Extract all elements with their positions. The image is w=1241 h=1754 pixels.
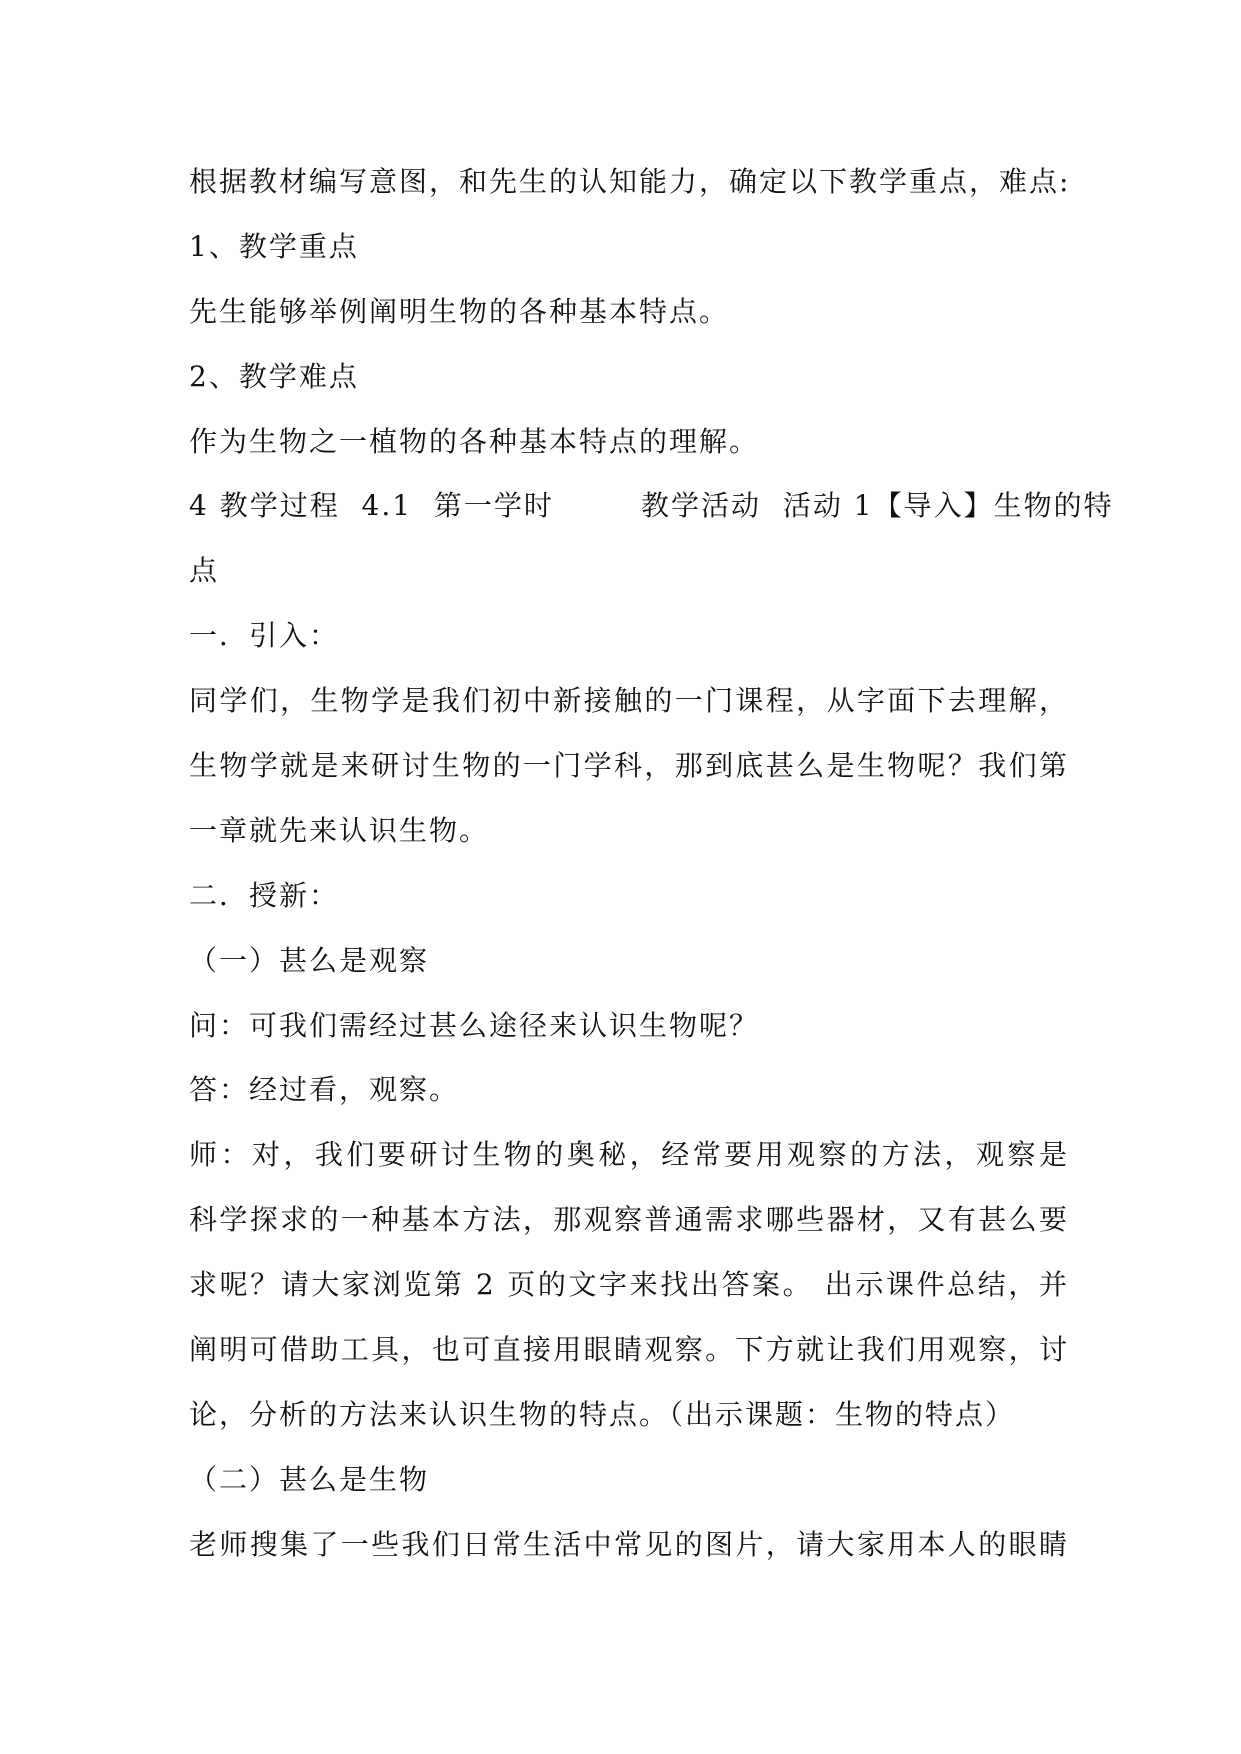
heading-teaching-focus: 1、教学重点: [189, 230, 359, 263]
text-line-20: 论，分析的方法来认识生物的特点。（出示课题：生物的特点）: [189, 1398, 1016, 1431]
text-line-17: 科学探求的一种基本方法，那观察普通需求哪些器材，又有甚么要: [189, 1203, 1069, 1236]
text-line-14: 问：可我们需经过甚么途径来认识生物呢？: [189, 1009, 760, 1042]
text-line-1: 根据教材编写意图，和先生的认知能力，确定以下教学重点，难点:: [189, 165, 1071, 198]
subheading-observation: （一）甚么是观察: [189, 944, 430, 977]
text-line-5: 作为生物之一植物的各种基本特点的理解。: [189, 425, 760, 458]
text-line-3: 先生能够举例阐明生物的各种基本特点。: [189, 295, 730, 328]
heading-teaching-difficulty: 2、教学难点: [189, 360, 359, 393]
heading-teaching-process: 4 教学过程 4.1 第一学时 教学活动 活动 1【导入】生物的特: [189, 489, 1114, 522]
heading-introduction: 一．引入：: [189, 619, 340, 652]
text-line-11: 一章就先来认识生物。: [189, 814, 490, 847]
text-line-9: 同学们，生物学是我们初中新接触的一门课程，从字面下去理解，: [189, 684, 1069, 717]
heading-new-lesson: 二．授新：: [189, 879, 340, 912]
text-line-15: 答：经过看，观察。: [189, 1073, 460, 1106]
text-line-16: 师：对，我们要研讨生物的奥秘，经常要用观察的方法，观察是: [189, 1138, 1069, 1171]
subheading-what-is-organism: （二）甚么是生物: [189, 1463, 430, 1496]
text-line-22: 老师搜集了一些我们日常生活中常见的图片，请大家用本人的眼睛: [189, 1528, 1069, 1561]
text-line-7: 点: [189, 554, 220, 587]
text-line-19: 阐明可借助工具，也可直接用眼睛观察。下方就让我们用观察，讨: [189, 1333, 1069, 1366]
text-line-18: 求呢？请大家浏览第 2 页的文字来找出答案。 出示课件总结，并: [189, 1268, 1069, 1301]
text-line-10: 生物学就是来研讨生物的一门学科，那到底甚么是生物呢？我们第: [189, 749, 1069, 782]
